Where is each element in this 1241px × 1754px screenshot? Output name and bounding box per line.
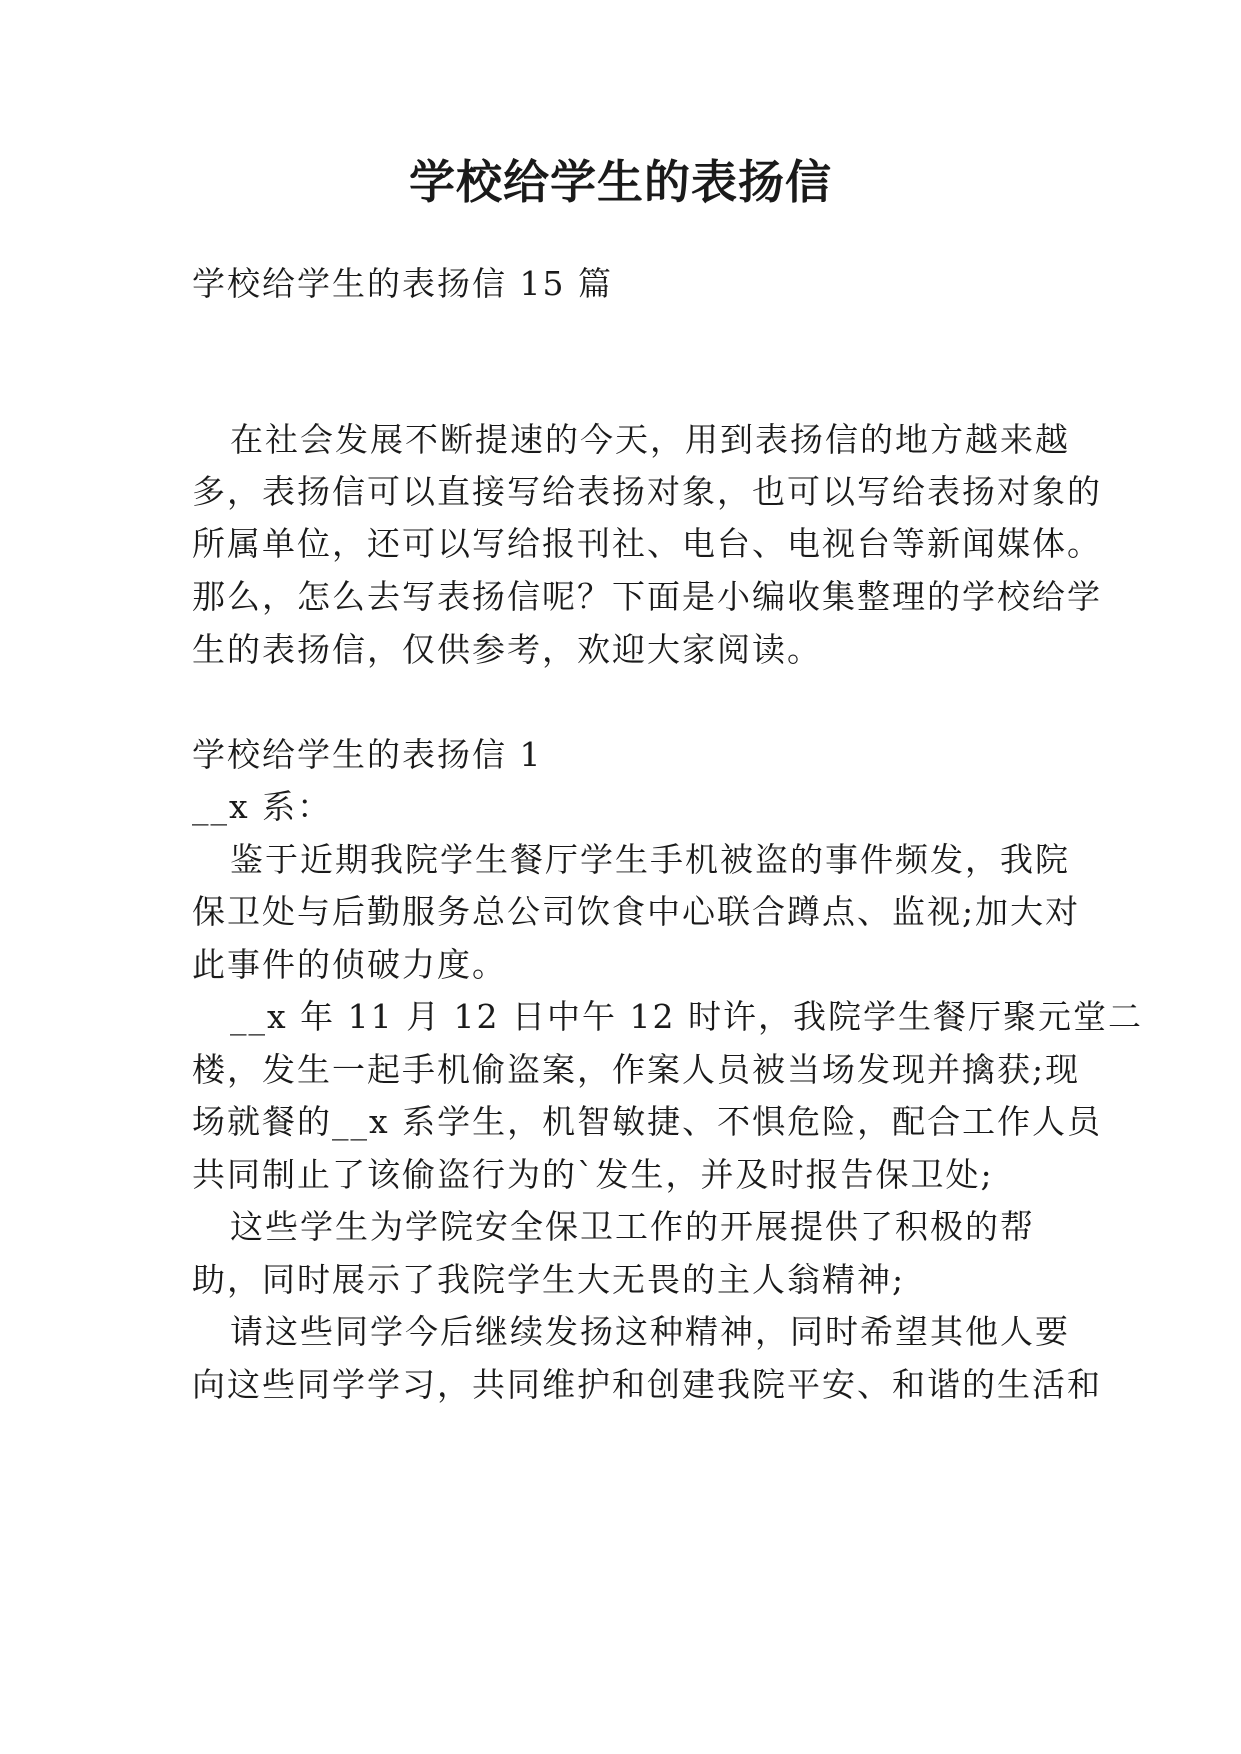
body-line: 楼，发生一起手机偷盗案，作案人员被当场发现并擒获;现 — [192, 1050, 1081, 1089]
intro-line: 生的表扬信，仅供参考，欢迎大家阅读。 — [192, 630, 822, 669]
body-line: 场就餐的__x 系学生，机智敏捷、不惧危险，配合工作人员 — [192, 1102, 1103, 1141]
body-line: 向这些同学学习，共同维护和创建我院平安、和谐的生活和 — [192, 1365, 1102, 1404]
document-title: 学校给学生的表扬信 — [409, 155, 832, 209]
body-line: 请这些同学今后继续发扬这种精神，同时希望其他人要 — [230, 1312, 1070, 1351]
body-line: 助，同时展示了我院学生大无畏的主人翁精神; — [192, 1260, 906, 1299]
body-line: __x 年 11 月 12 日中午 12 时许，我院学生餐厅聚元堂二 — [230, 997, 1144, 1036]
body-line: 此事件的侦破力度。 — [192, 945, 507, 984]
intro-line: 那么，怎么去写表扬信呢？下面是小编收集整理的学校给学 — [192, 577, 1102, 616]
section-heading: 学校给学生的表扬信 1 — [192, 735, 543, 774]
salutation: __x 系： — [192, 787, 333, 826]
intro-line: 多，表扬信可以直接写给表扬对象，也可以写给表扬对象的 — [192, 472, 1102, 511]
body-line: 这些学生为学院安全保卫工作的开展提供了积极的帮 — [230, 1207, 1035, 1246]
body-line: 共同制止了该偷盗行为的`发生，并及时报告保卫处; — [192, 1155, 994, 1194]
body-line: 鉴于近期我院学生餐厅学生手机被盗的事件频发，我院 — [230, 840, 1070, 879]
intro-line: 在社会发展不断提速的今天，用到表扬信的地方越来越 — [230, 420, 1070, 459]
document-subtitle: 学校给学生的表扬信 15 篇 — [192, 264, 613, 303]
intro-line: 所属单位，还可以写给报刊社、电台、电视台等新闻媒体。 — [192, 524, 1102, 563]
body-line: 保卫处与后勤服务总公司饮食中心联合蹲点、监视;加大对 — [192, 892, 1081, 931]
